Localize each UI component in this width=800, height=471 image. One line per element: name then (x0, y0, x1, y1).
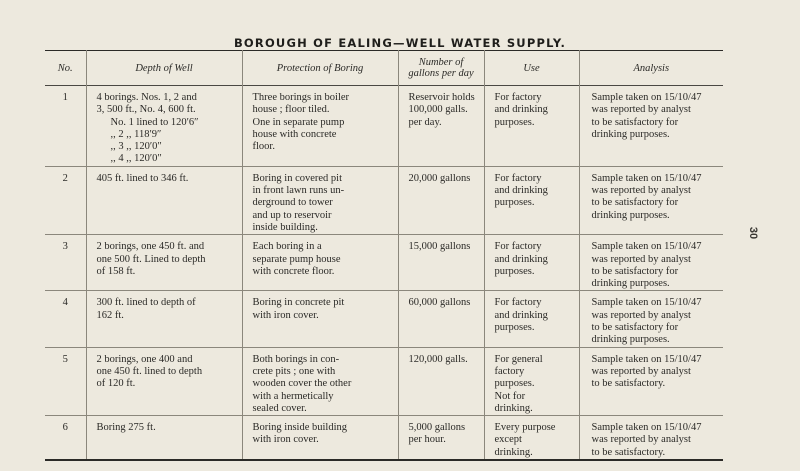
cell-line: ,, 3 ,, 120′0″ (110, 141, 162, 153)
cell-line: derground to tower (252, 197, 333, 209)
cell-line: For factory (494, 297, 542, 309)
cell-depth (86, 166, 242, 234)
cell-depth (86, 347, 242, 415)
cell-line: Sample taken on 15/10/47 (591, 241, 702, 253)
cell-depth (86, 235, 242, 291)
cell-no: 1 (62, 92, 68, 103)
cell-line: with a hermetically (252, 390, 334, 402)
cell-line: with iron cover. (252, 309, 319, 321)
well-water-table (45, 50, 723, 461)
cell-protection (242, 86, 398, 167)
header-depth: Depth of Well (86, 51, 242, 86)
cell-line: 100,000 galls. (408, 104, 468, 116)
table-row (45, 416, 723, 460)
cell-line: in front lawn runs un- (252, 185, 345, 197)
cell-line: house ; floor tiled. (252, 104, 330, 116)
cell-line: one 450 ft. lined to depth (96, 365, 203, 377)
cell-line: was reported by analyst (591, 104, 691, 116)
cell-line: 4 borings. Nos. 1, 2 and (96, 92, 197, 103)
cell-line: drinking purposes. (591, 128, 670, 140)
cell-line: Both borings in con- (252, 353, 340, 365)
cell-no: 6 (62, 422, 68, 434)
cell-depth (86, 291, 242, 347)
cell-use (484, 166, 579, 234)
cell-line: with iron cover. (252, 434, 319, 446)
cell-line: 162 ft. (96, 309, 124, 321)
cell-gallons (398, 235, 484, 291)
cell-line: drinking. (494, 402, 533, 414)
cell-line: to be satisfactory. (591, 446, 666, 458)
cell-line: factory (494, 365, 525, 377)
cell-line: Sample taken on 15/10/47 (591, 92, 702, 103)
cell-line: For factory (494, 241, 542, 253)
cell-line: except (494, 434, 522, 446)
cell-line: to be satisfactory for (591, 116, 679, 128)
cell-use (484, 86, 579, 167)
cell-line: 20,000 gallons (408, 172, 471, 184)
cell-line: ,, 4 ,, 120′0″ (110, 153, 162, 165)
cell-line: of 120 ft. (96, 378, 136, 390)
cell-analysis (579, 86, 723, 167)
cell-line: and drinking (494, 185, 548, 197)
cell-line: Sample taken on 15/10/47 (591, 422, 702, 434)
cell-no: 2 (62, 172, 68, 184)
cell-line: sealed cover. (252, 402, 307, 414)
cell-use (484, 347, 579, 415)
cell-protection (242, 416, 398, 460)
cell-line: purposes. (494, 116, 535, 128)
cell-line: Boring 275 ft. (96, 422, 156, 434)
header-row (45, 51, 723, 86)
cell-use (484, 235, 579, 291)
cell-line: Every purpose (494, 422, 556, 434)
cell-line: drinking purposes. (591, 209, 670, 221)
cell-depth (86, 86, 242, 167)
cell-no: 5 (62, 353, 68, 365)
cell-line: Boring inside building (252, 422, 347, 434)
cell-line: was reported by analyst (591, 185, 691, 197)
header-use: Use (484, 51, 579, 86)
cell-line: wooden cover the other (252, 378, 352, 390)
cell-line: inside building. (252, 221, 318, 233)
cell-line: was reported by analyst (591, 253, 691, 265)
cell-gallons (398, 291, 484, 347)
cell-line: to be satisfactory for (591, 322, 679, 334)
table-row (45, 86, 723, 167)
cell-line: purposes. (494, 265, 535, 277)
cell-line: and drinking (494, 104, 548, 116)
cell-gallons (398, 86, 484, 167)
cell-line: 120,000 galls. (408, 353, 468, 365)
header-gallons-line2: gallons per day (408, 68, 474, 79)
cell-line: Three borings in boiler (252, 92, 350, 103)
header-gallons (398, 51, 484, 86)
cell-line: 2 borings, one 400 and (96, 353, 193, 365)
cell-line: purposes. (494, 378, 535, 390)
cell-line: drinking purposes. (591, 334, 670, 346)
header-analysis: Analysis (579, 51, 723, 86)
cell-no: 3 (62, 241, 68, 253)
cell-depth (86, 416, 242, 460)
cell-line: purposes. (494, 322, 535, 334)
header-no: No. (57, 62, 73, 74)
header-gallons-line1: Number of (418, 57, 464, 68)
cell-line: was reported by analyst (591, 365, 691, 377)
cell-analysis (579, 235, 723, 291)
cell-analysis (579, 416, 723, 460)
cell-line: 5,000 gallons (408, 422, 466, 434)
cell-gallons (398, 166, 484, 234)
cell-line: was reported by analyst (591, 434, 691, 446)
cell-line: Reservoir holds (408, 92, 475, 103)
cell-protection (242, 166, 398, 234)
cell-line: 60,000 gallons (408, 297, 471, 309)
cell-no: 4 (62, 297, 68, 309)
cell-analysis (579, 166, 723, 234)
cell-line: 3, 500 ft., No. 4, 600 ft. (96, 104, 196, 116)
cell-line: Sample taken on 15/10/47 (591, 353, 702, 365)
table-row (45, 235, 723, 291)
cell-line: floor. (252, 141, 275, 153)
cell-line: ,, 2 ,, 118′9″ (110, 128, 162, 140)
cell-line: For factory (494, 92, 542, 103)
cell-line: to be satisfactory for (591, 265, 679, 277)
cell-line: No. 1 lined to 120′6″ (110, 116, 199, 128)
cell-line: crete pits ; one with (252, 365, 336, 377)
cell-analysis (579, 347, 723, 415)
cell-line: Boring in concrete pit (252, 297, 345, 309)
cell-line: to be satisfactory. (591, 378, 666, 390)
table-row (45, 347, 723, 415)
cell-line: was reported by analyst (591, 309, 691, 321)
cell-line: with concrete floor. (252, 265, 335, 277)
cell-line: drinking. (494, 446, 533, 458)
cell-line: Not for (494, 390, 526, 402)
cell-protection (242, 235, 398, 291)
cell-line: and up to reservoir (252, 209, 332, 221)
cell-line: Sample taken on 15/10/47 (591, 297, 702, 309)
table-row (45, 166, 723, 234)
cell-line: Sample taken on 15/10/47 (591, 172, 702, 184)
cell-line: One in separate pump (252, 116, 345, 128)
cell-line: per day. (408, 116, 442, 128)
cell-line: For general (494, 353, 543, 365)
cell-line: Boring in covered pit (252, 172, 343, 184)
cell-protection (242, 347, 398, 415)
cell-line: For factory (494, 172, 542, 184)
cell-line: and drinking (494, 309, 548, 321)
cell-line: separate pump house (252, 253, 341, 265)
header-protection: Protection of Boring (242, 51, 398, 86)
cell-line: to be satisfactory for (591, 197, 679, 209)
cell-gallons (398, 347, 484, 415)
cell-line: one 500 ft. Lined to depth (96, 253, 206, 265)
cell-gallons (398, 416, 484, 460)
table-row (45, 291, 723, 347)
cell-line: and drinking (494, 253, 548, 265)
cell-analysis (579, 291, 723, 347)
cell-line: Each boring in a (252, 241, 322, 253)
cell-line: house with concrete (252, 128, 337, 140)
page-title: BOROUGH OF EALING—WELL WATER SUPPLY. (233, 36, 567, 50)
cell-use (484, 291, 579, 347)
cell-line: 405 ft. lined to 346 ft. (96, 172, 189, 184)
cell-line: of 158 ft. (96, 265, 136, 277)
cell-line: 300 ft. lined to depth of (96, 297, 196, 309)
cell-protection (242, 291, 398, 347)
cell-line: per hour. (408, 434, 446, 446)
cell-line: 2 borings, one 450 ft. and (96, 241, 205, 253)
page-number: 30 (747, 226, 760, 240)
cell-line: drinking purposes. (591, 278, 670, 290)
cell-line: 15,000 gallons (408, 241, 471, 253)
cell-use (484, 416, 579, 460)
cell-line: purposes. (494, 197, 535, 209)
